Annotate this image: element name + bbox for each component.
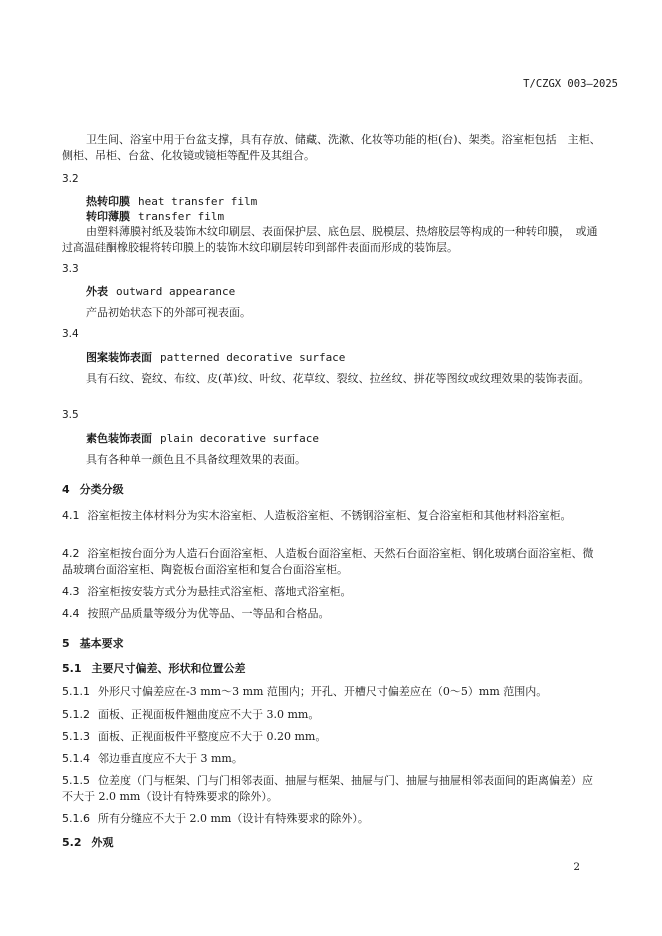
section-number: 4 bbox=[62, 483, 70, 496]
subsection-heading bbox=[62, 835, 114, 851]
term-zh: 素色装饰表面 bbox=[86, 432, 152, 445]
document-id: T/CZGX 003—2025 bbox=[523, 78, 618, 90]
clause-number: 5.1.2 bbox=[62, 708, 90, 721]
clause-text: 邻边垂直度应不大于 3 mm。 bbox=[98, 752, 243, 765]
clause bbox=[62, 729, 602, 745]
term-zh: 外表 bbox=[86, 285, 108, 298]
clause-number: 5.1.3 bbox=[62, 730, 90, 743]
term-zh: 转印薄膜 bbox=[86, 210, 130, 223]
term-zh: 图案装饰表面 bbox=[86, 351, 152, 364]
clause bbox=[62, 751, 602, 767]
term-heading bbox=[86, 209, 224, 225]
clause-number: 5.1.5 bbox=[62, 774, 90, 787]
clause-text: 面板、正视面板件翘曲度应不大于 3.0 mm。 bbox=[98, 708, 320, 721]
term-en: heat transfer film bbox=[138, 195, 258, 208]
definition-text: 产品初始状态下的外部可视表面。 bbox=[86, 306, 251, 319]
term-en: patterned decorative surface bbox=[160, 351, 346, 364]
clause-text: 浴室柜按主体材料分为实木浴室柜、人造板浴室柜、不锈钢浴室柜、复合浴室柜和其他材料浴室柜。 bbox=[87, 509, 572, 522]
clause bbox=[62, 707, 602, 723]
clause-text: 按照产品质量等级分为优等品、一等品和合格品。 bbox=[87, 607, 330, 620]
clause-text: 浴室柜按台面分为人造石台面浴室柜、人造板台面浴室柜、天然石台面浴室柜、钢化玻璃台面浴室柜、微晶玻璃台面浴室柜、陶瓷板台面浴室柜和复合台面浴室柜。 bbox=[62, 547, 594, 576]
clause-text: 面板、正视面板件平整度应不大于 0.20 mm。 bbox=[98, 730, 327, 743]
term-heading bbox=[86, 431, 319, 447]
clause bbox=[62, 811, 602, 827]
clause-number: 4.2 bbox=[62, 547, 80, 560]
clause-number: 5.1.4 bbox=[62, 752, 90, 765]
term-heading bbox=[86, 350, 345, 366]
section-title: 主要尺寸偏差、形状和位置公差 bbox=[91, 662, 246, 675]
subsection-heading bbox=[62, 661, 246, 677]
clause-number: 5.1.6 bbox=[62, 812, 90, 825]
clause-number: 3.2 bbox=[62, 173, 79, 185]
term-heading bbox=[86, 284, 235, 300]
clause-number: 5.1.1 bbox=[62, 685, 90, 698]
section-title: 外观 bbox=[91, 836, 114, 849]
clause-number: 4.1 bbox=[62, 509, 80, 522]
clause bbox=[62, 508, 602, 524]
term-zh: 热转印膜 bbox=[86, 195, 130, 208]
clause bbox=[62, 584, 602, 600]
definition-text: 具有各种单一颜色且不具备纹理效果的表面。 bbox=[86, 453, 306, 466]
clause-text: 位差度（门与框架、门与门相邻表面、抽屉与框架、抽屉与门、抽屉与抽屉相邻表面间的距离偏差）应不大于 2.0 mm（设计有特殊要求的除外）。 bbox=[62, 774, 593, 803]
clause-text: 外形尺寸偏差应在-3 mm～3 mm 范围内；开孔、开槽尺寸偏差应在（0～5）mm 范围内。 bbox=[98, 685, 548, 698]
clause-text: 浴室柜按安装方式分为悬挂式浴室柜、落地式浴室柜。 bbox=[87, 585, 352, 598]
clause-text: 所有分缝应不大于 2.0 mm（设计有特殊要求的除外）。 bbox=[98, 812, 369, 825]
section-heading bbox=[62, 482, 124, 498]
section-title: 分类分级 bbox=[79, 483, 124, 496]
clause-number: 3.5 bbox=[62, 409, 79, 421]
clause bbox=[62, 773, 602, 805]
section-title: 基本要求 bbox=[79, 637, 124, 650]
term-en: outward appearance bbox=[116, 285, 236, 298]
definition-text: 由塑料薄膜衬纸及装饰木纹印刷层、表面保护层、底色层、脱模层、热熔胶层等构成的一种转印膜， 或通过高温硅酮橡胶辊将转印膜上的装饰木纹印刷层转印到部件表面而形成的装饰层。 bbox=[62, 225, 598, 254]
clause bbox=[62, 606, 602, 622]
clause bbox=[62, 546, 602, 578]
clause-number: 3.4 bbox=[62, 328, 79, 340]
term-en: transfer film bbox=[138, 210, 225, 223]
section-heading bbox=[62, 636, 124, 652]
section-number: 5.1 bbox=[62, 662, 82, 675]
term-heading bbox=[86, 194, 257, 210]
definition-text: 具有石纹、瓷纹、布纹、皮(革)纹、叶纹、花草纹、裂纹、拉丝纹、拼花等图纹或纹理效果的装饰表面。 bbox=[86, 372, 590, 385]
section-number: 5 bbox=[62, 637, 70, 650]
clause-number: 3.3 bbox=[62, 263, 79, 275]
clause-number: 4.3 bbox=[62, 585, 80, 598]
definition-text: 卫生间、浴室中用于台盆支撑，具有存放、储藏、洗漱、化妆等功能的柜(台)、架类。浴室柜包括 主柜、侧柜、吊柜、台盆、化妆镜或镜柜等配件及其组合。 bbox=[62, 133, 601, 162]
clause bbox=[62, 684, 602, 700]
term-en: plain decorative surface bbox=[160, 432, 319, 445]
page-number: 2 bbox=[573, 861, 580, 873]
section-number: 5.2 bbox=[62, 836, 82, 849]
clause-number: 4.4 bbox=[62, 607, 80, 620]
